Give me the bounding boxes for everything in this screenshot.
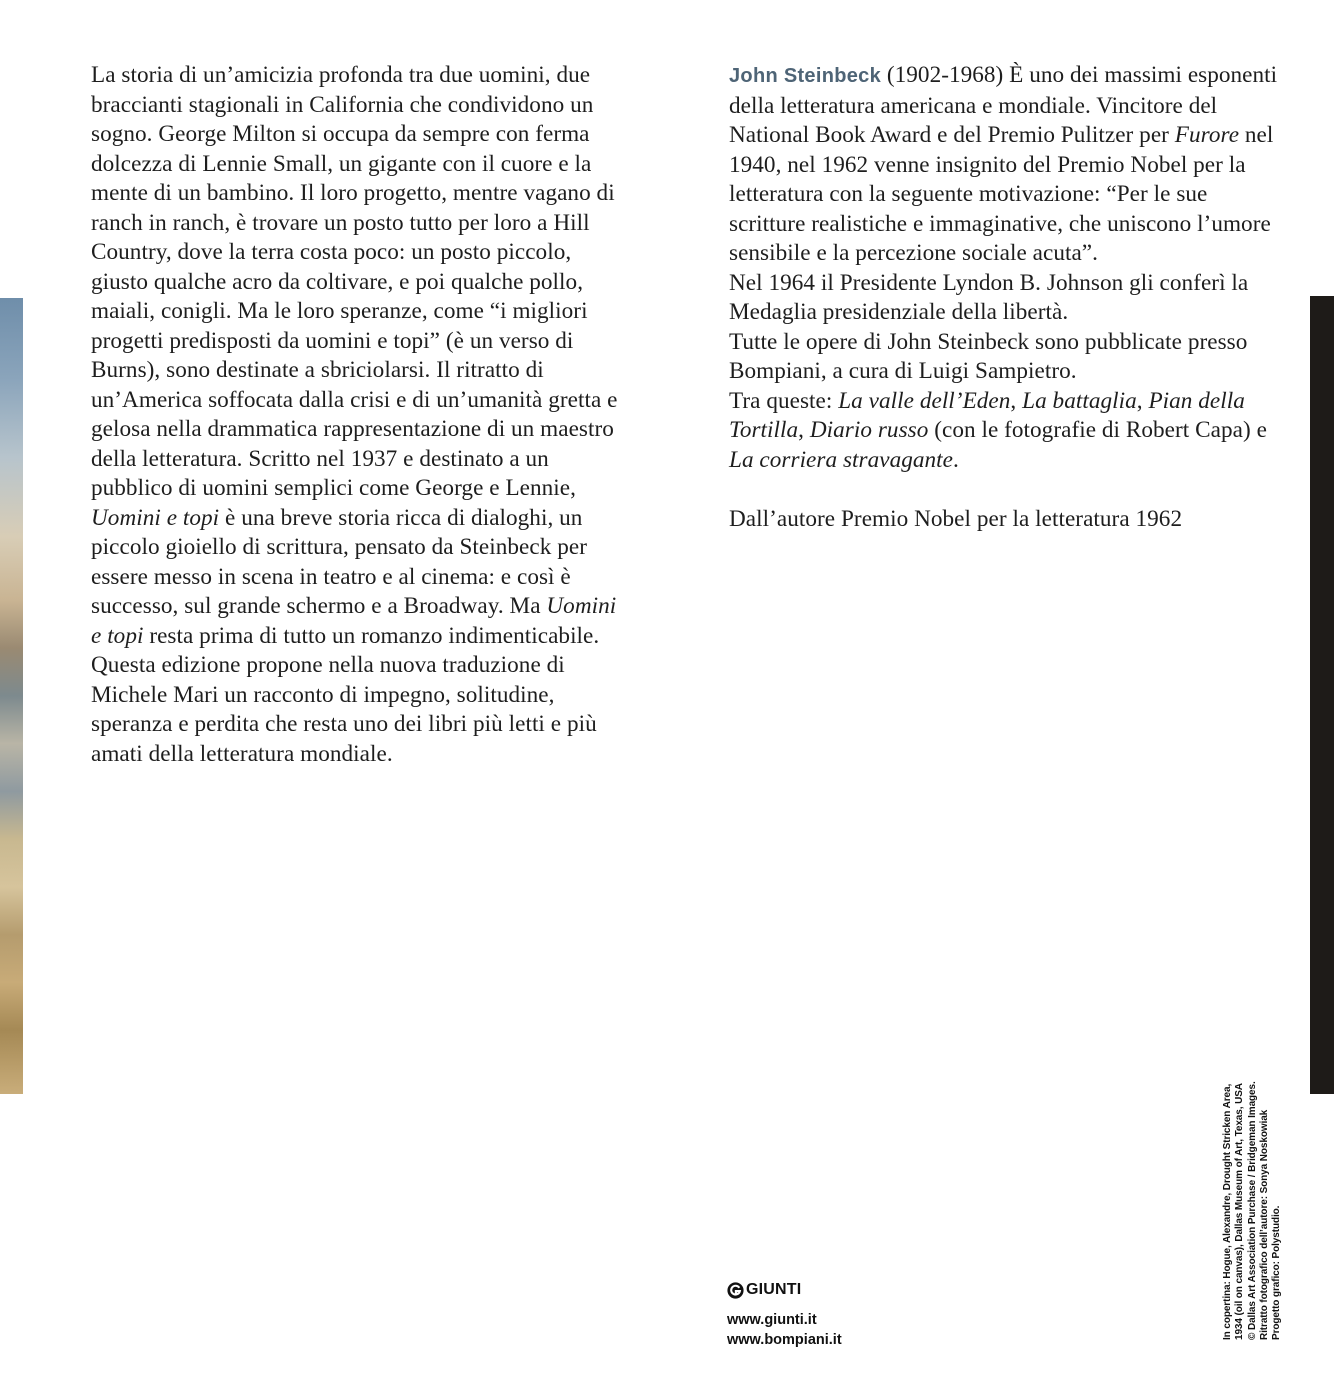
giunti-logo-text: GIUNTI (746, 1281, 802, 1298)
credit-line: In copertina: Hogue, Alexandre, Drought Stricken Area, (1222, 1083, 1233, 1340)
site-bompiani-link[interactable]: www.bompiani.it (727, 1331, 842, 1348)
author-bio-1a: (1902-1968) È uno dei massimi esponenti della letteratura americana e mondiale. Vincitore del National Book Award e del Premio Pulitzer per (729, 62, 1278, 148)
giunti-logo-icon (727, 1282, 744, 1299)
separator: . (953, 446, 959, 473)
work-title: La valle dell’Eden (838, 387, 1011, 414)
site-giunti-link[interactable]: www.giunti.it (727, 1312, 817, 1328)
author-bio-paragraph (729, 61, 1289, 269)
credit-line: Ritratto fotografico dell’autore: Sonya Noskowiak (1258, 1109, 1270, 1340)
synopsis-text-3: resta prima di tutto un romanzo indimenticabile. (143, 622, 600, 649)
nobel-line: Dall’autore Premio Nobel per la letteratura 1962 (729, 505, 1183, 532)
work-title: Pian della Tortilla (729, 387, 1245, 443)
work-furore: Furore (1174, 122, 1240, 148)
separator: , (1010, 387, 1023, 414)
work-title: La corriera stravagante (729, 446, 954, 473)
spine-edge-bar (1310, 296, 1334, 1094)
separator: , (1136, 387, 1149, 414)
author-name: John Steinbeck (729, 65, 882, 87)
credit-line: Progetto grafico: Polystudio. (1271, 1205, 1283, 1340)
work-note: (con le fotografie di Robert Capa) e (928, 417, 1267, 443)
author-medal-paragraph: Nel 1964 il Presidente Lyndon B. Johnson gli conferì la Medaglia presidenziale della libertà. (729, 269, 1249, 325)
author-bio-3: Tutte le opere di John Steinbeck sono pubblicate presso Bompiani, a cura di Luigi Sampietro. (729, 328, 1248, 384)
author-bio-1b: nel 1940, nel 1962 venne insignito del Premio Nobel per la letteratura con la seguente motivazione: “Per le sue scritture realistiche e immaginative, che uniscono l’umore sensibile e la percezione sociale acuta”. (729, 122, 1274, 266)
work-title: La battaglia (1022, 387, 1137, 414)
book-title-1: Uomini e topi (91, 504, 220, 531)
author-column (729, 61, 1289, 534)
book-title-2: Uomini e topi (91, 593, 617, 649)
works-intro: Tra queste: (729, 387, 839, 414)
synopsis-paragraph (91, 61, 621, 651)
synopsis-text-1: La storia di un’amicizia profonda tra due uomini, due braccianti stagionali in California che condividono un sogno. George Milton si occupa da sempre con ferma dolcezza di Lennie Small, un gigante con il cuore e la mente di un bambino. Il loro progetto, mentre vagano di ranch in ranch, è trovare un posto tutto per loro a Hill Country, dove la terra costa poco: un posto piccolo, giusto qualche acro da coltivare, e poi qualche pollo, maiali, conigli. Ma le loro speranze, come “i migliori progetti predisposti da uomini e topi” (è un verso di Burns), sono destinate a sbriciolarsi. Il ritratto di un’America soffocata dalla crisi e di un’umanità gretta e gelosa nella drammatica rappresentazione di un maestro della letteratura. Scritto nel 1937 e destinato a un pubblico di uomini semplici come George e Lennie, (91, 62, 618, 501)
spacer (729, 475, 1289, 505)
work-title: Diario russo (809, 417, 929, 443)
cover-credits (1222, 1080, 1283, 1340)
credit-line: © Dallas Art Association Purchase / Bridgeman Images. (1246, 1081, 1258, 1340)
synopsis-text-2: è una breve storia ricca di dialoghi, un piccolo gioiello di scrittura, pensato da Steinbeck per essere messo in scena in teatro e al cinema: e così è successo, sul grande schermo e a Broadway. Ma (91, 504, 587, 619)
publisher-sites (727, 1311, 842, 1350)
separator: , (798, 417, 810, 443)
credit-line: 1934 (oil on canvas), Dallas Museum of Art, Texas, USA (1234, 1083, 1246, 1340)
author-works-paragraph (729, 328, 1289, 476)
cover-art-strip (0, 298, 23, 1094)
publisher-block (727, 1280, 842, 1350)
synopsis-column (91, 61, 621, 769)
giunti-logo (727, 1280, 842, 1300)
edition-paragraph: Questa edizione propone nella nuova traduzione di Michele Mari un racconto di impegno, solitudine, speranza e perdita che resta uno dei libri più letti e più amati della letteratura mondiale. (91, 652, 597, 767)
